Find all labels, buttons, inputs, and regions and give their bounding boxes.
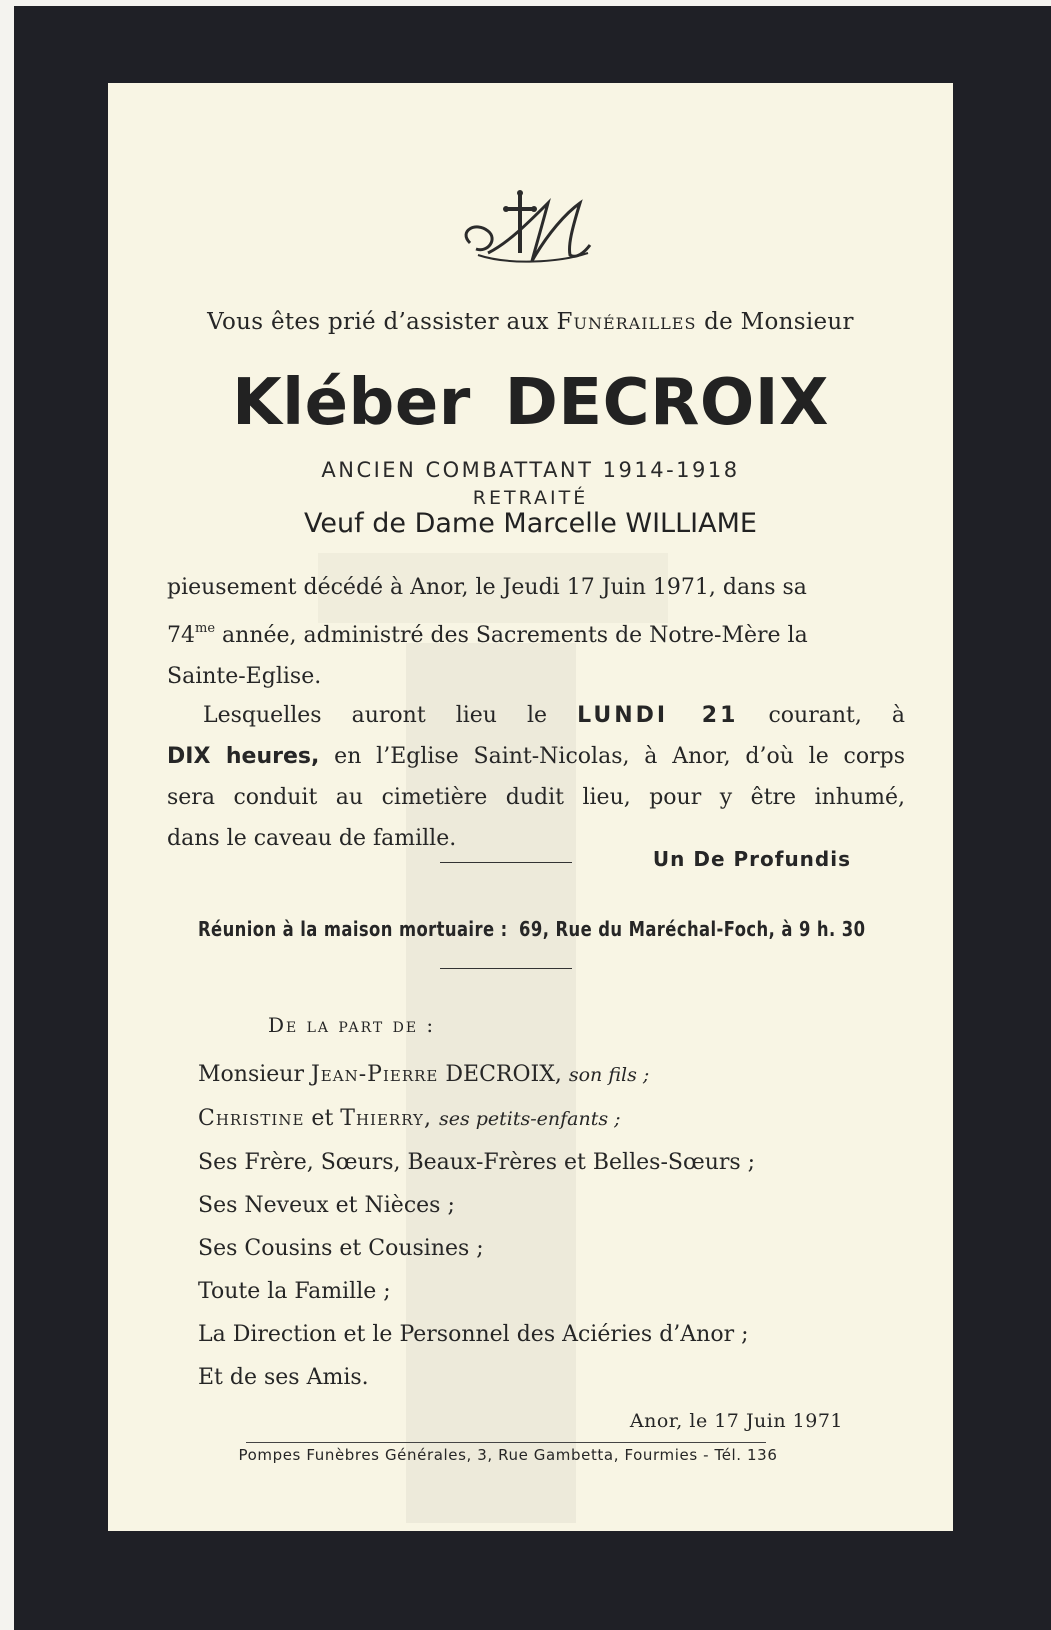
- death-line-1: pieusement décédé à Anor, le Jeudi 17 Juin 1971, dans sa: [167, 575, 807, 600]
- surname: DECROIX: [504, 366, 829, 440]
- ceremony-day: LUNDI 21: [577, 703, 739, 728]
- grandchild-name-b: Thierry,: [340, 1106, 432, 1131]
- reunion-label: Réunion à la maison mortuaire :: [198, 917, 508, 941]
- family-line: Toute la Famille ;: [198, 1279, 391, 1304]
- intro-after: de Monsieur: [704, 309, 854, 335]
- grandchild-name-a: Christine: [198, 1106, 305, 1131]
- age-suffix: me: [195, 621, 216, 636]
- family-son-surname: DECROIX,: [445, 1062, 562, 1087]
- ceremony-start: Lesquelles auront lieu le: [203, 703, 548, 728]
- reunion-address: 69, Rue du Maréchal-Foch, à 9 h. 30: [519, 917, 866, 941]
- intro-before: Vous êtes prié d’assister aux: [207, 309, 549, 335]
- death-paragraph: [167, 567, 905, 697]
- divider-rule: [440, 862, 572, 863]
- first-name: Kléber: [232, 366, 471, 440]
- death-line-2-rest: année, administré des Sacrements de Notre-Mère la: [222, 623, 808, 648]
- family-line: La Direction et le Personnel des Aciéries d’Anor ;: [198, 1322, 749, 1347]
- family-son-relation: son fils ;: [568, 1064, 650, 1086]
- death-line-3: Sainte-Eglise.: [167, 664, 322, 689]
- ceremony-line-2-rest: en l’Eglise Saint-Nicolas, à Anor, d’où le corps: [334, 744, 905, 769]
- family-line: Ses Cousins et Cousines ;: [198, 1236, 484, 1261]
- veteran-title: ANCIEN COMBATTANT 1914-1918: [321, 458, 740, 482]
- age: 74: [167, 623, 195, 648]
- grandchild-et: et: [311, 1106, 334, 1131]
- de-la-part-de: De la part de :: [268, 1013, 436, 1037]
- death-line-2: [167, 608, 905, 656]
- family-line: Ses Neveux et Nièces ;: [198, 1193, 455, 1218]
- ceremony-after-day: courant, à: [768, 703, 905, 728]
- invitation-line: [108, 309, 953, 335]
- cross-monogram-icon: [448, 183, 608, 283]
- family-list: [198, 1053, 898, 1399]
- deceased-name: [108, 366, 953, 440]
- printer-rule: [246, 1442, 766, 1443]
- ceremony-line-3: sera conduit au cimetière dudit lieu, pour y être inhumé,: [167, 785, 905, 810]
- family-son-name: Jean-Pierre: [310, 1062, 439, 1087]
- widower-line: Veuf de Dame Marcelle WILLIAME: [304, 508, 757, 539]
- family-prefix: Monsieur: [198, 1062, 304, 1087]
- grandchild-relation: ses petits-enfants ;: [438, 1108, 621, 1130]
- ceremony-paragraph: [167, 695, 905, 859]
- ceremony-line-4: dans le caveau de famille.: [167, 826, 457, 851]
- reunion-line: [198, 917, 866, 941]
- family-line: Ses Frère, Sœurs, Beaux-Frères et Belles-Sœurs ;: [198, 1150, 756, 1175]
- retired-title: RETRAITÉ: [472, 487, 589, 509]
- family-line: Et de ses Amis.: [198, 1365, 369, 1390]
- family-line: [198, 1053, 898, 1097]
- ceremony-line-1: [167, 695, 905, 736]
- de-profundis: Un De Profundis: [652, 847, 851, 871]
- printer-credit: Pompes Funèbres Générales, 3, Rue Gambetta, Fourmies - Tél. 136: [238, 1446, 778, 1464]
- funeral-notice-card: [108, 83, 953, 1531]
- ceremony-hour: DIX heures,: [167, 744, 320, 769]
- scan-edge: [0, 0, 1051, 6]
- ceremony-line-2: [167, 736, 905, 777]
- divider-rule: [440, 968, 572, 969]
- date-place: Anor, le 17 Juin 1971: [629, 1410, 843, 1432]
- intro-funerailles: Funérailles: [556, 309, 697, 335]
- family-line: [198, 1097, 898, 1141]
